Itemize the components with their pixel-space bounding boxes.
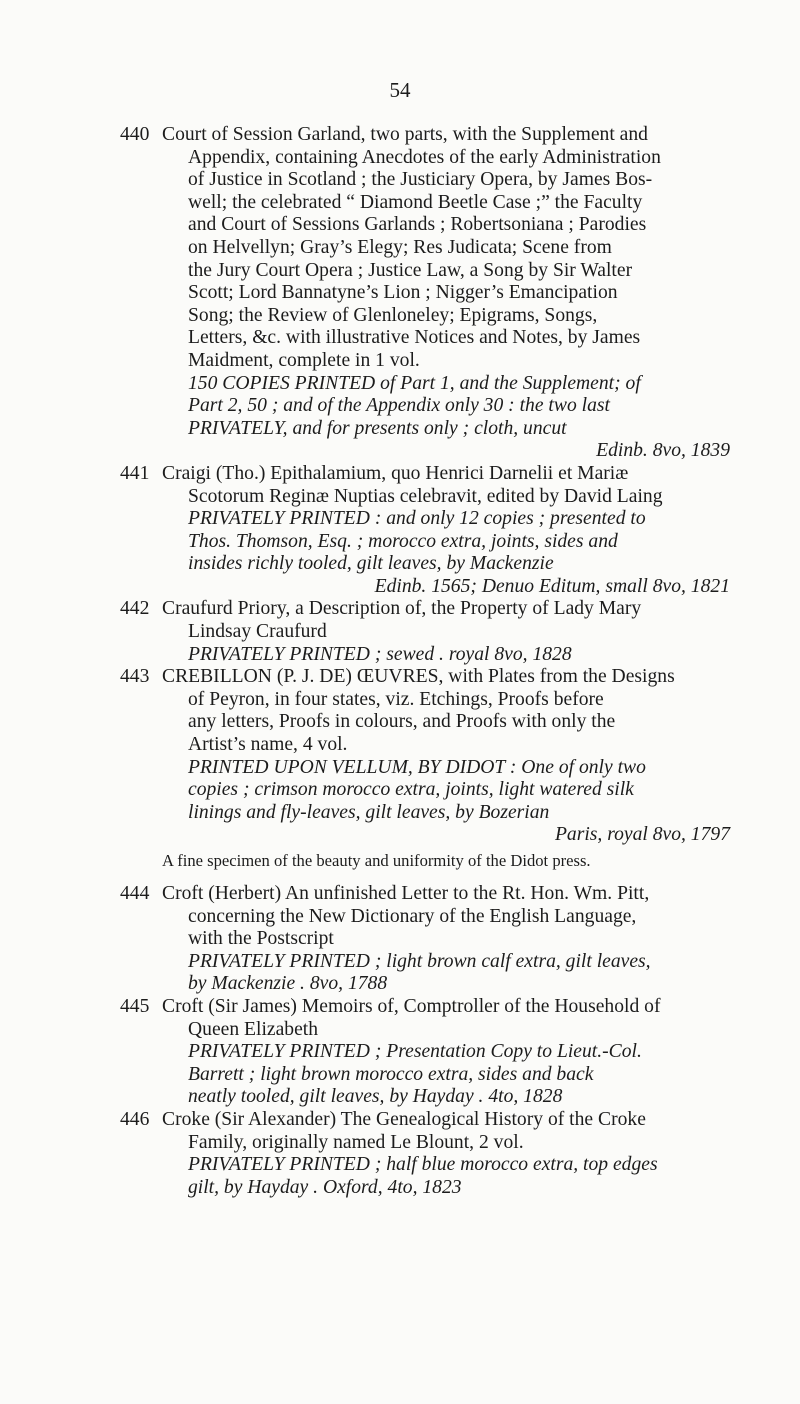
entry-imprint-line: Thos. Thomson, Esq. ; morocco extra, joints, sides and — [188, 530, 618, 552]
entry-title-line: any letters, Proofs in colours, and Proofs with only the — [188, 711, 616, 733]
entry-note: A fine specimen of the beauty and uniformity of the Didot press. — [162, 851, 591, 870]
entry-title-line: Croft (Herbert) An unfinished Letter to the Rt. Hon. Wm. Pitt, — [162, 883, 650, 904]
entry-number: 444 — [120, 883, 150, 904]
entry-title-line: Appendix, containing Anecdotes of the early Administration — [188, 146, 661, 168]
entry-imprint-line: PRIVATELY PRINTED ; half blue morocco extra, top edges — [188, 1154, 658, 1176]
entry-title-line: Scott; Lord Bannatyne’s Lion ; Nigger’s Emancipation — [188, 282, 618, 304]
entry-number: 443 — [120, 666, 150, 688]
entry-place-date: Edinb. 8vo, 1839 — [596, 440, 730, 462]
entry-imprint-line: PRINTED UPON VELLUM, BY DIDOT : One of only two — [188, 756, 646, 778]
entry-title-line: concerning the New Dictionary of the English Language, — [188, 905, 637, 927]
entry-title-line: Scotorum Reginæ Nuptias celebravit, edited by David Laing — [188, 485, 663, 507]
entry-imprint-line: neatly tooled, gilt leaves, by Hayday . 4to, 1828 — [188, 1086, 563, 1108]
entry-imprint-line: PRIVATELY PRINTED : and only 12 copies ; presented to — [188, 508, 646, 530]
entry-place-date: Edinb. 1565; Denuo Editum, small 8vo, 1821 — [374, 575, 730, 597]
catalogue-entry — [0, 1109, 800, 1199]
entry-number: 442 — [120, 598, 150, 620]
entry-title-line: Maidment, complete in 1 vol. — [188, 349, 420, 371]
entry-imprint-line: insides richly tooled, gilt leaves, by Mackenzie — [188, 553, 554, 575]
entry-title-line: Lindsay Craufurd — [188, 621, 327, 643]
entry-title-line: well; the celebrated “ Diamond Beetle Case ;” the Faculty — [188, 191, 643, 213]
entry-title-line: Artist’s name, 4 vol. — [188, 734, 348, 756]
entry-title-line: Craigi (Tho.) Epithalamium, quo Henrici Darnelii et Mariæ — [162, 462, 629, 484]
page-number: 54 — [389, 78, 411, 102]
entry-imprint-line: PRIVATELY PRINTED ; light brown calf extra, gilt leaves, — [188, 950, 651, 972]
entry-imprint-line: linings and fly-leaves, gilt leaves, by Bozerian — [188, 801, 550, 823]
entry-title-line: of Justice in Scotland ; the Justiciary Opera, by James Bos- — [188, 169, 653, 191]
entry-number: 446 — [120, 1108, 150, 1130]
entry-title-line: Craufurd Priory, a Description of, the Property of Lady Mary — [162, 598, 642, 620]
entry-title-line: Croke (Sir Alexander) The Genealogical History of the Croke — [162, 1108, 646, 1130]
entry-imprint-line: gilt, by Hayday . Oxford, 4to, 1823 — [188, 1176, 462, 1198]
catalogue-entry — [0, 598, 800, 666]
entry-number: 440 — [120, 124, 150, 145]
entry-imprint-line: copies ; crimson morocco extra, joints, light watered silk — [188, 779, 634, 801]
entry-imprint-line: PRIVATELY PRINTED ; sewed . royal 8vo, 1828 — [188, 643, 572, 665]
entry-imprint-line: PRIVATELY PRINTED ; Presentation Copy to Lieut.-Col. — [188, 1041, 642, 1063]
entry-title-line: Family, originally named Le Blount, 2 vol. — [188, 1131, 524, 1153]
entry-title-line: the Jury Court Opera ; Justice Law, a Song by Sir Walter — [188, 259, 633, 281]
catalogue-entry — [0, 883, 800, 996]
catalogue-entry — [0, 463, 800, 599]
entry-title-line: of Peyron, in four states, viz. Etchings, Proofs before — [188, 688, 604, 710]
entry-place-date: Paris, royal 8vo, 1797 — [554, 824, 730, 846]
entry-title-line: on Helvellyn; Gray’s Elegy; Res Judicata; Scene from — [188, 236, 612, 258]
entry-title-line: Queen Elizabeth — [188, 1018, 319, 1040]
entry-imprint-line: Part 2, 50 ; and of the Appendix only 30 : the two last — [188, 395, 610, 417]
entry-title-line: and Court of Sessions Garlands ; Robertsoniana ; Parodies — [188, 214, 647, 236]
entry-title-line: CREBILLON (P. J. DE) ŒUVRES, with Plates from the Designs — [162, 666, 675, 688]
entry-title-line: Letters, &c. with illustrative Notices and Notes, by James — [188, 327, 641, 349]
entry-imprint-line: Barrett ; light brown morocco extra, sides and back — [188, 1063, 594, 1085]
entry-title-line: with the Postscript — [188, 928, 334, 950]
entry-number: 441 — [120, 462, 150, 484]
entry-imprint-line: PRIVATELY, and for presents only ; cloth, uncut — [188, 417, 567, 439]
entry-number: 445 — [120, 995, 150, 1017]
entry-imprint-line: by Mackenzie . 8vo, 1788 — [188, 973, 388, 995]
entry-title-line: Croft (Sir James) Memoirs of, Comptroller of the Household of — [162, 995, 661, 1017]
entry-title-line: Court of Session Garland, two parts, with the Supplement and — [162, 124, 648, 145]
entry-title-line: Song; the Review of Glenloneley; Epigrams, Songs, — [188, 304, 598, 326]
catalogue-entry — [0, 666, 800, 847]
catalogue-entries — [0, 124, 800, 1199]
catalogue-entry — [0, 996, 800, 1109]
entry-imprint-line: 150 COPIES PRINTED of Part 1, and the Supplement; of — [188, 372, 641, 394]
catalogue-entry — [0, 124, 800, 463]
